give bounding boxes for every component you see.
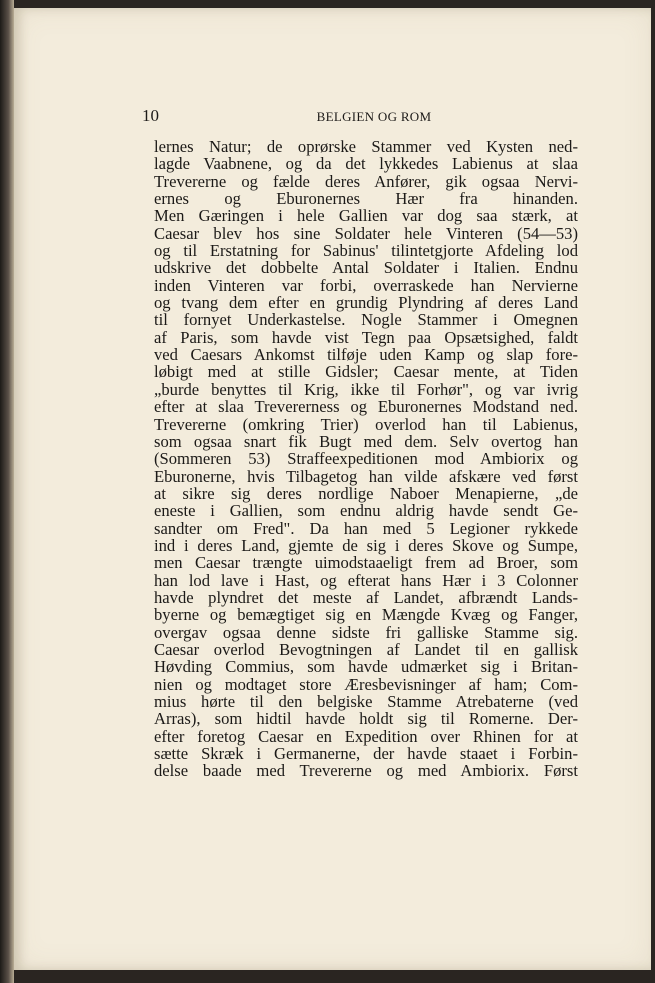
text-line: nien og modtaget store Æresbevisninger af ham; Com- xyxy=(154,674,578,694)
text-line: til fornyet Underkastelse. Nogle Stammer i Omegnen xyxy=(154,310,578,330)
bottom-edge xyxy=(0,970,655,983)
text-line: Eburonerne, hvis Tilbagetog han vilde afskære ved først xyxy=(154,466,578,486)
page-number: 10 xyxy=(142,106,159,125)
text-line: Høvding Commius, som havde udmærket sig i Britan- xyxy=(154,657,578,677)
text-line: overgav ogsaa denne sidste fri galliske Stamme sig. xyxy=(154,622,578,642)
top-edge xyxy=(0,0,655,8)
text-line: og til Erstatning for Sabinus' tilintetgjorte Afdeling lod xyxy=(154,241,578,261)
text-line: udskrive det dobbelte Antal Soldater i Italien. Endnu xyxy=(154,258,578,278)
text-line: af Paris, som havde vist Tegn paa Opsætsighed, faldt xyxy=(154,327,578,347)
text-line: Caesar overlod Bevogtningen af Landet til en gallisk xyxy=(154,639,578,659)
running-head: BELGIEN OG ROM xyxy=(316,109,432,124)
text-line: Trevererne (omkring Trier) overlod han til Labienus, xyxy=(154,414,578,434)
text-line: Arras), som hidtil havde holdt sig til Romerne. Der- xyxy=(154,709,578,729)
text-line: men Caesar trængte uimodstaaeligt frem ad Broer, som xyxy=(154,553,578,573)
text-line: at sikre sig deres nordlige Naboer Menapierne, „de xyxy=(154,483,578,503)
text-line: inden Vinteren var forbi, overraskede han Nervierne xyxy=(154,275,578,295)
text-line: sætte Skræk i Germanerne, der havde staaet i Forbin- xyxy=(154,744,578,764)
text-line: efter at slaa Trevererness og Eburonernes Modstand ned. xyxy=(154,397,578,417)
body-text xyxy=(154,138,578,780)
page-header xyxy=(142,106,578,126)
text-line: havde plyndret det meste af Landet, afbrændt Lands- xyxy=(154,587,578,607)
text-line: ved Caesars Ankomst tilføje uden Kamp og slap fore- xyxy=(154,345,578,365)
text-line: som ogsaa snart fik Bugt med dem. Selv overtog han xyxy=(154,431,578,451)
text-line: eneste i Gallien, som endnu aldrig havde sendt Ge- xyxy=(154,501,578,521)
text-line: Men Gæringen i hele Gallien var dog saa stærk, at xyxy=(154,206,578,226)
text-line: han lod lave i Hast, og efterat hans Hær i 3 Colonner xyxy=(154,570,578,590)
text-line: efter foretog Caesar en Expedition over Rhinen for at xyxy=(154,726,578,746)
text-line: Caesar blev hos sine Soldater hele Vinteren (54—53) xyxy=(154,223,578,243)
text-line: byerne og bemægtiget sig en Mængde Kvæg og Fanger, xyxy=(154,605,578,625)
text-line: mius hørte til den belgiske Stamme Atrebaterne (ved xyxy=(154,692,578,711)
text-line: delse baade med Trevererne og med Ambiorix. Først xyxy=(154,761,578,781)
text-line: lagde Vaabnene, og da det lykkedes Labienus at slaa xyxy=(154,154,578,174)
text-line: ernes og Eburonernes Hær fra hinanden. xyxy=(154,189,578,209)
book-spine xyxy=(0,0,14,983)
text-line: lernes Natur; de oprørske Stammer ved Kysten ned- xyxy=(154,137,578,156)
text-line: løbigt med at stille Gidsler; Caesar mente, at Tiden xyxy=(154,362,578,382)
text-line: „burde benyttes til Krig, ikke til Forhør", og var ivrig xyxy=(154,379,578,399)
text-line: sandter om Fred". Da han med 5 Legioner rykkede xyxy=(154,518,578,538)
text-line: (Sommeren 53) Straffeexpeditionen mod Ambiorix og xyxy=(154,449,578,469)
text-line: ind i deres Land, gjemte de sig i deres Skove og Sumpe, xyxy=(154,535,578,555)
text-line: Trevererne og fælde deres Anfører, gik ogsaa Nervi- xyxy=(154,171,578,191)
text-line: og tvang dem efter en grundig Plyndring af deres Land xyxy=(154,293,578,313)
